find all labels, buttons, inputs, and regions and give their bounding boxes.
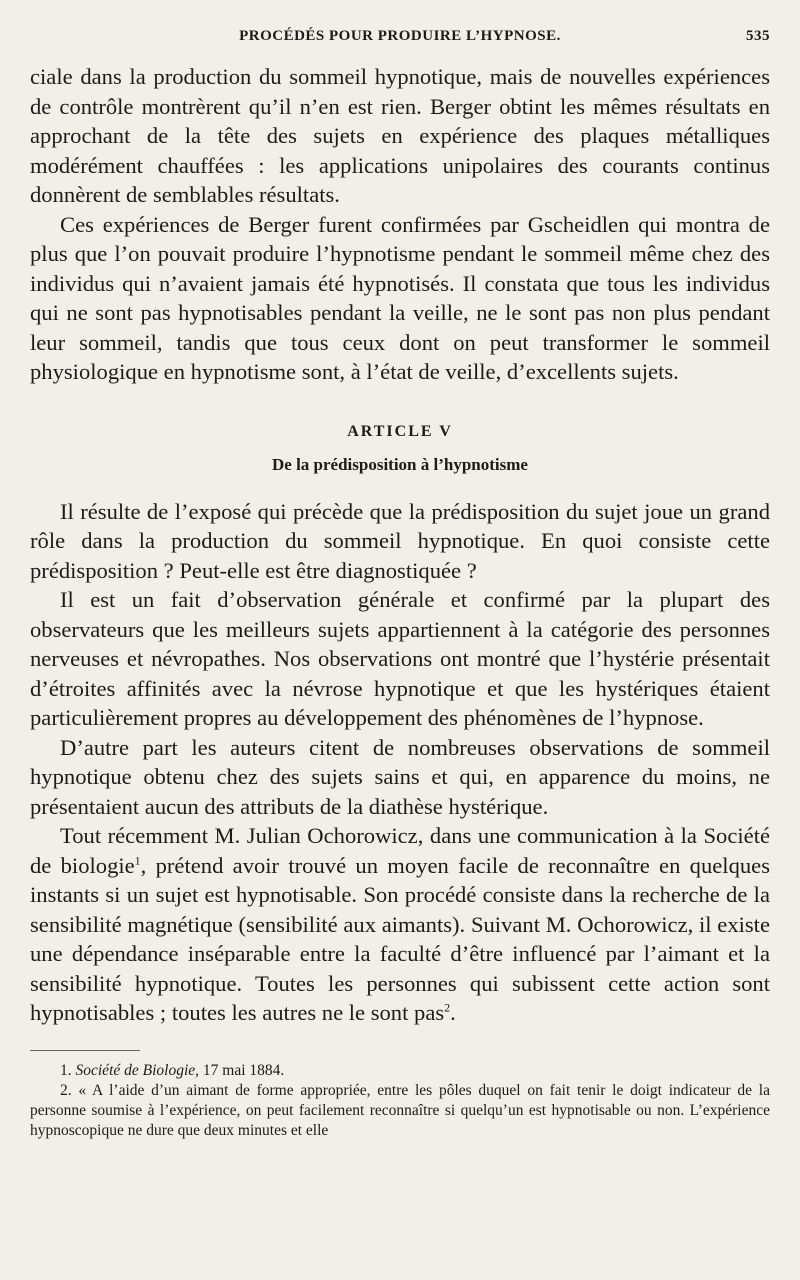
paragraph-ochorowicz (30, 821, 770, 1028)
paragraph-gscheidlen: Ces expériences de Berger furent confirmées par Gscheidlen qui montra de plus que l’on pouvait produire l’hypnotisme pendant le sommeil même chez des individus qui n’avaient jamais été hypnotisés. Il constata que tous les individus qui ne sont pas hypnotisables pendant la veille, ne le sont pas non plus pendant leur sommeil, tandis que tous ceux dont on peut transformer le sommeil physiologique en hypnotisme sont, à l’état de veille, d’excellents sujets. (30, 211, 770, 384)
paragraph-predisposition: Il résulte de l’exposé qui précède que la prédisposition du sujet joue un grand rôle dans la production du sommeil hypnotique. En quoi consiste cette prédisposition ? Peut-elle est être diagnostiquée ? (30, 498, 770, 583)
article-heading: ARTICLE V (347, 422, 453, 440)
article-title: De la prédisposition à l’hypnotisme (272, 454, 528, 474)
footnote-1 (30, 1061, 770, 1081)
ochorowicz-text-c: . (450, 1000, 456, 1025)
footnote-ref-1[interactable]: 1 (134, 852, 141, 867)
footnote-2-text: « A l’aide d’un aimant de forme appropriée, entre les pôles duquel on fait tenir le doigt indicateur de la personne soumise à l’expérience, on peut facilement reconnaître si quelqu’un est hypnotisable ou non. L’expérience hypnoscopique ne dure que deux minutes et elle (30, 1081, 770, 1139)
footnote-1-number: 1. (60, 1061, 72, 1079)
footnote-1-source: Société de Biologie (75, 1061, 196, 1079)
footnote-2 (30, 1081, 770, 1141)
paragraph-other-authors: D’autre part les auteurs citent de nombreuses observations de sommeil hypnotique obtenu chez des sujets sains et qui, en apparence du moins, ne présentaient aucun des attributs de la diathèse hystérique. (30, 734, 770, 819)
main-text (30, 62, 770, 1028)
footnote-ref-2[interactable]: 2 (444, 1000, 451, 1015)
book-page (30, 28, 770, 1141)
footnote-1-date: , 17 mai 1884. (195, 1061, 285, 1079)
paragraph-continued: ciale dans la production du sommeil hypnotique, mais de nouvelles expériences de contrôle montrèrent qu’il n’en est rien. Berger obtint les mêmes résultats en approchant de la tête des sujets en expérience des plaques métalliques modérément chauffées : les applications unipolaires des courants continus donnèrent de semblables résultats. (30, 64, 770, 207)
ochorowicz-text-b: , prétend avoir trouvé un moyen facile de reconnaître en quelques instants si un sujet est hypnotisable. Son procédé consiste dans la recherche de la sensibilité magnétique (sensibilité aux aimants). Suivant M. Ochorowicz, il existe une dépendance inséparable entre la faculté d’être influencé par l’aimant et la sensibilité hypnotique. Toutes les personnes qui subissent cette action sont hypnotisables ; toutes les autres ne le sont pas (30, 852, 770, 1025)
footnote-divider (30, 1050, 140, 1051)
running-title: PROCÉDÉS POUR PRODUIRE L’HYPNOSE. (239, 28, 561, 44)
page-number: 535 (746, 28, 770, 44)
footnote-2-number: 2. (60, 1081, 72, 1099)
footnotes (30, 1061, 770, 1141)
paragraph-observation: Il est un fait d’observation générale et confirmé par la plupart des observateurs que les meilleurs sujets appartiennent à la catégorie des personnes nerveuses et névropathes. Nos observations ont montré que l’hystérie présentait d’étroites affinités avec la névrose hypnotique et que les hystériques étaient particulièrement propres au développement des phénomènes de l’hypnose. (30, 587, 770, 730)
running-head (30, 28, 770, 54)
ochorowicz-text-a: Tout récemment M. Julian Ochorowicz, dans une communication à la Société de biologie (30, 823, 770, 878)
